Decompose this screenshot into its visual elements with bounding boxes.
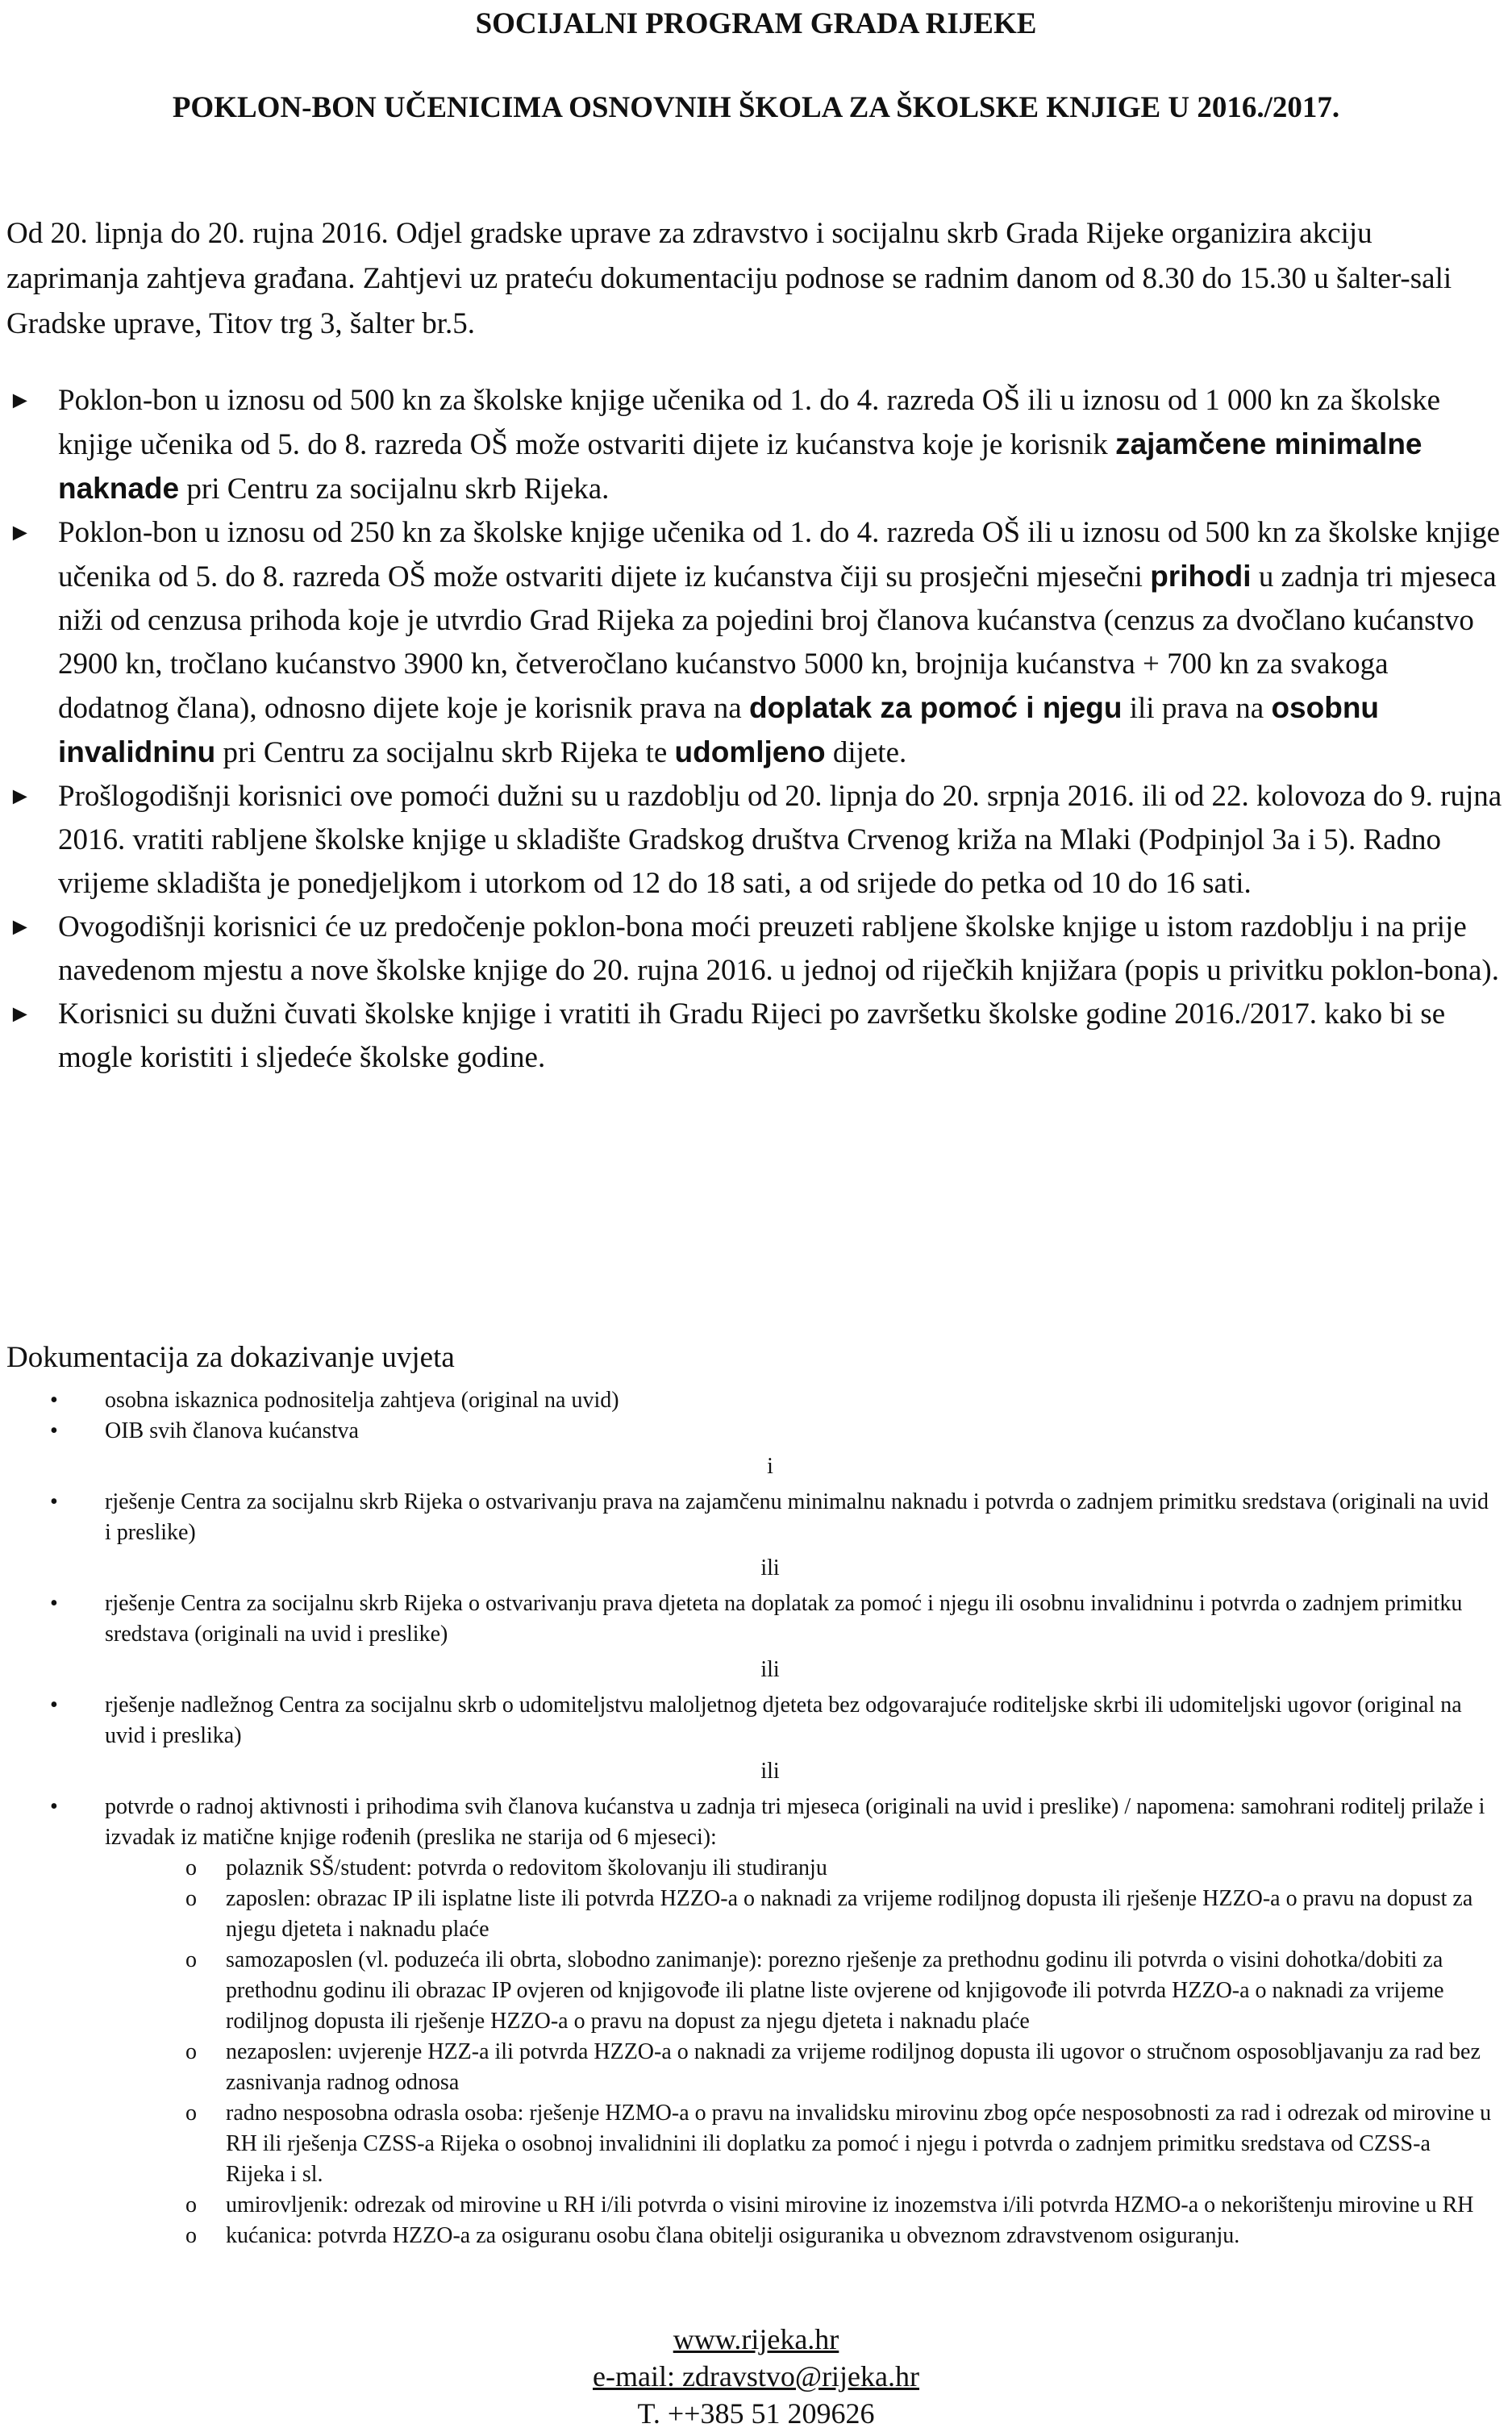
- sub-bullet-icon: o: [185, 2193, 197, 2218]
- condition-item-2: [8, 511, 1504, 775]
- income-proof-sublist: [105, 1853, 1492, 2251]
- bullet-icon: •: [50, 1489, 58, 1514]
- condition-2-text-end: dijete.: [825, 736, 907, 769]
- sub-item-text: samozaposlen (vl. poduzeća ili obrta, slobodno zanimanje): porezno rješenje za prethodnu godinu ili potvrda o visini dohotka/dobiti za prethodnu godinu ili obrazac IP ovjeren od knjigovođe ili platne liste ovjerene od knjigovođe ili potvrda HZZO-a o naknadi za vrijeme rodiljnog dopusta ili rješenje HZZO-a o pravu na dopust za njegu djeteta i naknadu plaće: [226, 1947, 1444, 2034]
- email-link[interactable]: e-mail: zdravstvo@rijeka.hr: [593, 2360, 919, 2392]
- sub-item-housewife: [105, 2221, 1492, 2251]
- sub-item-text: kućanica: potvrda HZZO-a za osiguranu osobu člana obitelji osiguranika u obveznom zdravstvenom osiguranju.: [226, 2223, 1240, 2248]
- condition-item-1: [8, 379, 1504, 511]
- sub-item-text: polaznik SŠ/student: potvrda o redovitom školovanju ili studiranju: [226, 1855, 827, 1880]
- separator-or: ili: [760, 1759, 780, 1784]
- arrow-bullet-icon: ►: [8, 519, 32, 546]
- sub-bullet-icon: o: [185, 2039, 197, 2064]
- condition-item-3: [8, 775, 1504, 906]
- sub-bullet-icon: o: [185, 1855, 197, 1880]
- doc-item-text: rješenje nadležnog Centra za socijalnu skrb o udomiteljstvu maloljetnog djeteta bez odgovarajuće roditeljske skrbi ili udomiteljski ugovor (original na uvid i preslika): [105, 1693, 1462, 1748]
- doc-item-text: rješenje Centra za socijalnu skrb Rijeka o ostvarivanju prava djeteta na doplatak za pomoć i njegu ili osobnu invalidninu i potvrda o zadnjem primitku sredstava (originali na uvid i preslike): [105, 1591, 1463, 1647]
- condition-2-bold-income: prihodi: [1150, 560, 1252, 593]
- condition-1-text: Poklon-bon u iznosu od 500 kn za školske knjige učenika od 1. do 4. razreda OŠ ili u iznosu od 1 000 kn za školske knjige učenika od 5. do 8. razreda OŠ može ostvariti dijete iz kućanstva koje je korisnik: [58, 384, 1441, 461]
- sub-bullet-icon: o: [185, 2101, 197, 2126]
- sub-bullet-icon: o: [185, 2223, 197, 2248]
- bullet-icon: •: [50, 1418, 58, 1443]
- bullet-icon: •: [50, 1388, 58, 1413]
- condition-2-bold-disability: osobnu invalidninu: [58, 691, 1380, 768]
- documentation-list: [48, 1385, 1492, 2251]
- doc-item-text: OIB svih članova kućanstva: [105, 1418, 359, 1443]
- intro-paragraph: Od 20. lipnja do 20. rujna 2016. Odjel gradske uprave za zdravstvo i socijalnu skrb Grada Rijeke organizira akciju zaprimanja zahtjeva građana. Zahtjevi uz prateću dokumentaciju podnose se radnim danom od 8.30 do 15.30 u šalter-sali Gradske uprave, Titov trg 3, šalter br.5.: [6, 217, 1452, 340]
- separator-and: i: [767, 1454, 773, 1479]
- sub-item-text: radno nesposobna odrasla osoba: rješenje HZMO-a o pravu na invalidsku mirovinu zbog opće nesposobnosti za rad i odrezak od mirovine u RH ili rješenja CZSS-a Rijeka o osobnoj invalidnini ili doplatku za pomoć i njegu i potvrda o zadnjem primitku sredstava od CZSS-a Rijeka i sl.: [226, 2101, 1492, 2187]
- doc-item-oib: [48, 1416, 1492, 1447]
- condition-2-bold-foster: udomljeno: [674, 735, 826, 768]
- sub-item-unemployed: [105, 2037, 1492, 2098]
- sub-item-text: zaposlen: obrazac IP ili isplatne liste ili potvrda HZZO-a o naknadi za vrijeme rodiljnog dopusta ili rješenje HZZO-a o pravu na dopust za njegu djeteta i naknadu plaće: [226, 1886, 1473, 1942]
- conditions-list: [8, 379, 1504, 1080]
- website-link[interactable]: www.rijeka.hr: [673, 2323, 839, 2355]
- condition-item-5: [8, 993, 1504, 1080]
- doc-item-id-card: [48, 1385, 1492, 1416]
- condition-3-text: Prošlogodišnji korisnici ove pomoći dužni su u razdoblju od 20. lipnja do 20. srpnja 2016. ili od 22. kolovoza do 9. rujna 2016. vratiti rabljene školske knjige u skladište Gradskog društva Crvenog križa na Mlaki (Podpinjol 3a i 5). Radno vrijeme skladišta je ponedjeljkom i utorkom od 12 do 18 sati, a od srijede do petka od 10 do 16 sati.: [58, 780, 1502, 900]
- phone-number: T. ++385 51 209626: [637, 2397, 875, 2430]
- sub-item-retired: [105, 2190, 1492, 2221]
- condition-2-text: Poklon-bon u iznosu od 250 kn za školske knjige učenika od 1. do 4. razreda OŠ ili u iznosu od 500 kn za školske knjige učenika od 5. do 8. razreda OŠ može ostvariti dijete iz kućanstva čiji su prosječni mjesečni: [58, 516, 1501, 593]
- documentation-heading: Dokumentacija za dokazivanje uvjeta: [6, 1341, 455, 1374]
- separator-or: ili: [760, 1657, 780, 1682]
- condition-4-text: Ovogodišnji korisnici će uz predočenje poklon-bona moći preuzeti rabljene školske knjige u istom razdoblju i na prije navedenom mjestu a nove školske knjige do 20. rujna 2016. u jednoj od riječkih knjižara (popis u privitku poklon-bona).: [58, 910, 1499, 987]
- document-subtitle: POKLON-BON UČENICIMA OSNOVNIH ŠKOLA ZA ŠKOLSKE KNJIGE U 2016./2017.: [172, 91, 1340, 124]
- sub-item-employed: [105, 1884, 1492, 1945]
- doc-item-foster-care: [48, 1690, 1492, 1751]
- arrow-bullet-icon: ►: [8, 1001, 32, 1027]
- arrow-bullet-icon: ►: [8, 914, 32, 940]
- doc-item-care-allowance: [48, 1589, 1492, 1650]
- sub-bullet-icon: o: [185, 1947, 197, 1972]
- bullet-icon: •: [50, 1794, 58, 1819]
- sub-item-incapable: [105, 2098, 1492, 2190]
- condition-2-text-2: u zadnja tri mjeseca niži od cenzusa prihoda koje je utvrdio Grad Rijeka za pojedini broj članova kućanstva (cenzus za dvočlano kućanstvo 2900 kn, tročlano kućanstvo 3900 kn, četveročlano kućanstvo 5000 kn, brojnija kućanstva + 700 kn za svakoga dodatnog člana), odnosno dijete koje je korisnik prava na: [58, 560, 1497, 725]
- doc-item-text: rješenje Centra za socijalnu skrb Rijeka o ostvarivanju prava na zajamčenu minimalnu naknadu i potvrda o zadnjem primitku sredstava (originali na uvid i preslike): [105, 1489, 1489, 1545]
- condition-1-bold: zajamčene minimalne naknade: [58, 427, 1422, 505]
- bullet-icon: •: [50, 1591, 58, 1616]
- contact-footer: [0, 2321, 1512, 2432]
- document-title: SOCIJALNI PROGRAM GRADA RIJEKE: [475, 7, 1037, 40]
- sub-bullet-icon: o: [185, 1886, 197, 1911]
- condition-2-text-3: ili prava na: [1122, 692, 1272, 725]
- condition-2-bold-care: doplatak za pomoć i njegu: [748, 691, 1123, 724]
- bullet-icon: •: [50, 1693, 58, 1718]
- sub-item-text: nezaposlen: uvjerenje HZZ-a ili potvrda HZZO-a o naknadi za vrijeme rodiljnog dopusta ili ugovor o stručnom osposobljavanju za rad bez zasnivanja radnog odnosa: [226, 2039, 1481, 2095]
- doc-item-minimum-allowance: [48, 1487, 1492, 1548]
- doc-item-text: osobna iskaznica podnositelja zahtjeva (original na uvid): [105, 1388, 619, 1413]
- sub-item-self-employed: [105, 1945, 1492, 2037]
- condition-1-text-end: pri Centru za socijalnu skrb Rijeka.: [179, 473, 610, 506]
- arrow-bullet-icon: ►: [8, 783, 32, 810]
- sub-item-text: umirovljenik: odrezak od mirovine u RH i/ili potvrda o visini mirovine iz inozemstva i/ili potvrda HZMO-a o nekorištenju mirovine u RH: [226, 2193, 1474, 2218]
- separator-or: ili: [760, 1555, 780, 1580]
- doc-item-text: potvrde o radnoj aktivnosti i prihodima svih članova kućanstva u zadnja tri mjeseca (originali na uvid i preslike) / napomena: samohrani roditelj prilaže i izvadak iz matične knjige rođenih (preslika ne starija od 6 mjeseci):: [105, 1794, 1485, 1850]
- doc-item-income-proof: [48, 1792, 1492, 2251]
- condition-item-4: [8, 906, 1504, 993]
- condition-5-text: Korisnici su dužni čuvati školske knjige i vratiti ih Gradu Rijeci po završetku školske godine 2016./2017. kako bi se mogle koristiti i sljedeće školske godine.: [58, 997, 1446, 1074]
- arrow-bullet-icon: ►: [8, 387, 32, 414]
- sub-item-student: [105, 1853, 1492, 1884]
- condition-2-text-4: pri Centru za socijalnu skrb Rijeka te: [215, 736, 675, 769]
